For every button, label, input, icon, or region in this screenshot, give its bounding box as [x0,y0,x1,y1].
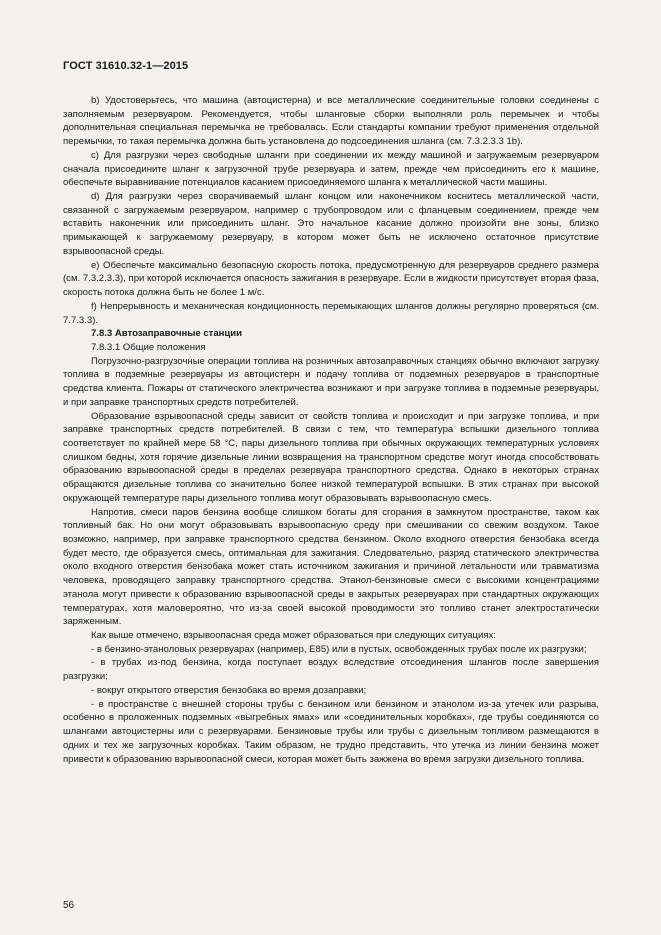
paragraph-item-b: b) Удостоверьтесь, что машина (автоцистерна) и все металлические соединительные головки соединены с заполняемым резервуаром. Рекомендуется, чтобы шланговые сборки выполняли роль перемычек и чтобы дополнительная специальная перемычка не требовалась. Если стандарты компании требуют применения отдельной перемычки, то такая перемычка должна быть установлена до подсоединения шланга (см. 7.3.2.3.3 1b). [63,95,599,148]
paragraph-explosive-atmosphere: Образование взрывоопасной среды зависит от свойств топлива и происходит и при загрузке топлива, и при заправке транспортных средств потребителей. В связи с тем, что температура вспышки дизельного топлива соответствует по крайней мере 58 °С, пары дизельного топлива при обычных окружающих температурных условиях слишком бедны, хотя горячие дизельные линии возвращения на транспортном средстве могут иногда способствовать образованию взрывоопасной среды в пределах резервуара транспортного средства. Однако в некоторых странах обращаются дизельные топлива со значительно более низкой температурой вспышки. В этих странах при высокой окружающей температуре пары дизельного топлива могут образовывать взрывоопасную смесь. [63,410,599,504]
paragraph-operations: Погрузочно-разгрузочные операции топлива на розничных автозаправочных станциях обычно включают загрузку топлива в подземные резервуары из автоцистерн и подачу топлива от подземных резервуаров в транспортные средства клиента. Пожары от статического электричества возникают и при загрузке топлива в подземные резервуары, и при заправке транспортных средств потребителей. [63,355,599,408]
body-text [63,94,599,766]
list-item-pipe-exterior: - в пространстве с внешней стороны трубы с бензином или бензином и этанолом из-за утечек или разрыва, особенно в проложенных подземных «выгребных ямах» или «соединительных коробках», где трубы соединяются со шлангами автоцистерны или с резервуарами. Бензиновые трубы или трубы с дизельным топливом размещаются в одних и тех же загрузочных коробках. Таким образом, не трудно представить, что утечка из линии бензина может привести к образованию взрывоопасной смеси, которая может быть зажжена во время загрузки дизельного топлива. [63,698,599,765]
paragraph-gasoline-vapors: Напротив, смеси паров бензина вообще слишком богаты для сгорания в замкнутом пространстве, таком как топливный бак. Но они могут образовывать взрывоопасную среду при смешивании со свежим воздухом. Такое возможно, например, при заправке транспортного средства бензином. Около входного отверстия бензобака всегда будет место, где образуется смесь, оптимальная для зажигания. Следовательно, разряд статического электричества около входного отверстия бензобака может стать источником зажигания и причиной летальности или травматизма человека, проводящего заправку транспортного средства. Этанол-бензиновые смеси с высокими концентрациями этанола могут привести к образованию взрывоопасной среды в закрытых резервуарах при стандартных окружающих температурах, хотя маловероятно, что из-за своей высокой проводимости это топливо станет электростатически заряженным. [63,506,599,628]
paragraph-item-d: d) Для разгрузки через сворачиваемый шланг концом или наконечником коснитесь металлической части, связанной с загружаемым резервуаром, например с трубопроводом или с фланцевым соединением, прежде чем вставить наконечник или присоединить шланг. Это начальное касание должно произойти вне зоны, близко примыкающей к загружаемому резервуару, в котором может быть не исключено остаточное присутствие взрывоопасной среды. [63,191,599,257]
page-number: 56 [63,900,75,911]
paragraph-item-f: f) Непрерывность и механическая кондиционность перемыкающих шлангов должны регулярно проверяться (см. 7.7.3.3). [63,300,599,326]
subsection-heading-7-8-3-1: 7.8.3.1 Общие положения [91,341,206,353]
list-item-ethanol-tanks: - в бензино-этаноловых резервуарах (например, Е85) или в пустых, освобожденных трубах после их разгрузки; [91,643,587,655]
section-heading-7-8-3: 7.8.3 Автозаправочные станции [91,328,243,340]
paragraph-item-c: c) Для разгрузки через свободные шланги при соединении их между машиной и загружаемым резервуаром сначала присоедините шланг к загрузочной трубе резервуара и затем, прежде чем присоединить его к машине, обеспечьте выравнивание потенциалов касанием присоединяемого шланга к металлической части машины. [63,149,599,189]
paragraph-item-e: e) Обеспечьте максимально безопасную скорость потока, предусмотренную для резервуаров среднего размера (см. 7.3.2.3.3), при которой исключается опасность зажигания в резервуаре. Если в жидкости присутствует вторая фаза, скорость потока должна быть не более 1 м/с. [63,259,599,299]
page-header-standard-number: ГОСТ 31610.32-1—2015 [63,60,189,72]
list-item-fuel-tank-opening: - вокруг открытого отверстия бензобака во время дозаправки; [91,684,367,696]
list-item-gasoline-pipes: - в трубах из-под бензина, когда поступает воздух вследствие отсоединения шлангов после завершения разгрузки; [63,657,599,683]
paragraph-situations-intro: Как выше отмечено, взрывоопасная среда может образоваться при следующих ситуациях: [91,630,496,642]
